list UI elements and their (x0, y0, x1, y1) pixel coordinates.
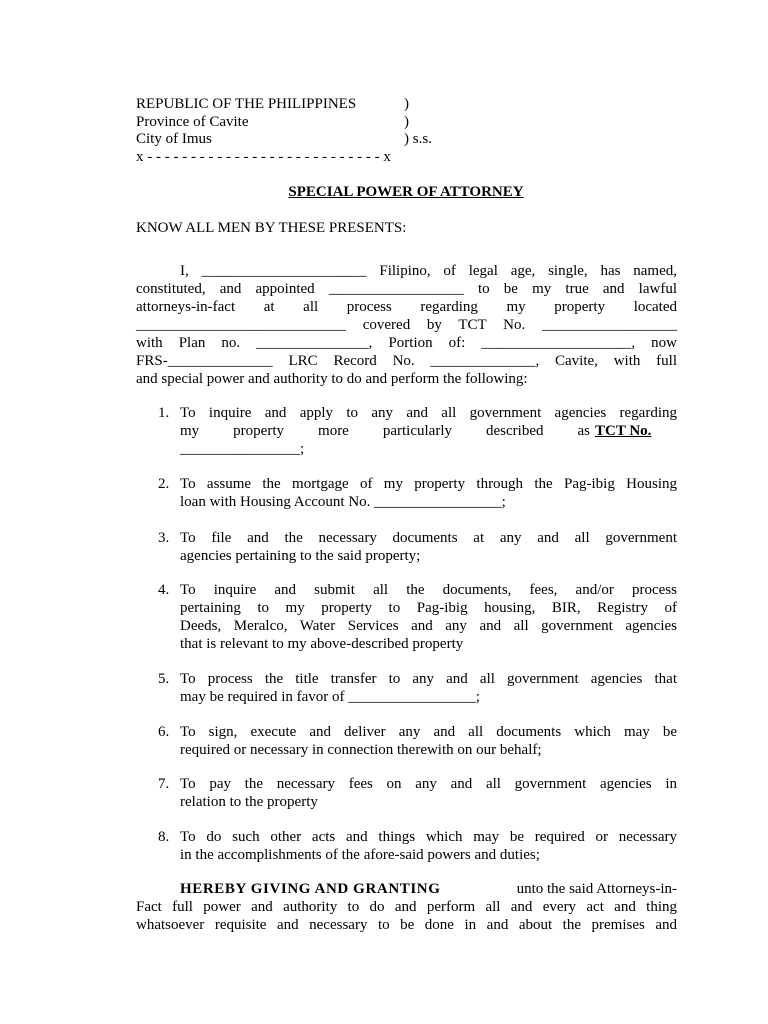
item-line: Deeds, Meralco, Water Services and any and all government agencies (180, 618, 677, 634)
intro-line: attorneys-in-fact at all process regarding my property located (136, 299, 677, 315)
intro-line: constituted, and appointed __________________ to be my true and lawful (136, 281, 677, 297)
closing-line: Fact full power and authority to do and perform all and every act and thing (136, 899, 677, 915)
document-title: SPECIAL POWER OF ATTORNEY (288, 184, 524, 200)
closing-line: whatsoever requisite and necessary to be done in and about the premises and (136, 917, 677, 933)
item-number: 7. (158, 776, 170, 792)
item-line: may be required in favor of _________________; (180, 689, 480, 705)
item-line: required or necessary in connection therewith on our behalf; (180, 742, 542, 758)
tct-label: TCT No. (595, 423, 652, 439)
item-line: pertaining to my property to Pag-ibig housing, BIR, Registry of (180, 600, 677, 616)
intro-line: ____________________________ covered by TCT No. __________________ (136, 317, 677, 333)
intro-line: and special power and authority to do and perform the following: (136, 371, 528, 387)
item-line: my property more particularly described as (180, 423, 590, 439)
item-number: 3. (158, 530, 170, 546)
item-number: 2. (158, 476, 170, 492)
item-line: that is relevant to my above-described property (180, 636, 464, 652)
venue-republic: REPUBLIC OF THE PHILIPPINES (136, 96, 357, 112)
closing-first-line (180, 880, 677, 898)
item-number: 8. (158, 829, 170, 845)
salutation: KNOW ALL MEN BY THESE PRESENTS: (136, 220, 407, 236)
venue-province: Province of Cavite (136, 114, 249, 130)
item-line: To inquire and apply to any and all government agencies regarding (180, 405, 677, 421)
item-line: loan with Housing Account No. _________________; (180, 494, 506, 510)
item-line: in the accomplishments of the afore-said powers and duties; (180, 847, 540, 863)
item-line: relation to the property (180, 794, 318, 810)
item-line: To do such other acts and things which may be required or necessary (180, 829, 677, 845)
item-line: To pay the necessary fees on any and all government agencies in (180, 776, 677, 792)
item-number: 4. (158, 582, 170, 598)
item-line: ________________; (180, 441, 305, 457)
intro-line: I, ______________________ Filipino, of legal age, single, has named, (180, 263, 677, 279)
item-line: To sign, execute and deliver any and all documents which may be (180, 724, 677, 740)
item-number: 6. (158, 724, 170, 740)
closing-bold-lead: HEREBY GIVING AND GRANTING (180, 881, 441, 897)
item-line: To file and the necessary documents at any and all government (180, 530, 677, 546)
item-line: agencies pertaining to the said property; (180, 548, 421, 564)
venue-ss: ) s.s. (404, 131, 432, 147)
intro-line: FRS-______________ LRC Record No. ______________, Cavite, with full (136, 353, 677, 369)
venue-separator: x - - - - - - - - - - - - - - - - - - - - - - - - - - - x (136, 149, 391, 165)
item-line: To inquire and submit all the documents, fees, and/or process (180, 582, 677, 598)
item-line: To process the title transfer to any and all government agencies that (180, 671, 677, 687)
venue-paren-1: ) (404, 96, 409, 112)
item-number: 1. (158, 405, 170, 421)
item-number: 5. (158, 671, 170, 687)
closing-line-rest: unto the said Attorneys-in- (512, 881, 677, 897)
venue-paren-2: ) (404, 114, 409, 130)
item-line: To assume the mortgage of my property through the Pag-ibig Housing (180, 476, 677, 492)
venue-city: City of Imus (136, 131, 212, 147)
intro-line: with Plan no. _______________, Portion of: ____________________, now (136, 335, 677, 351)
